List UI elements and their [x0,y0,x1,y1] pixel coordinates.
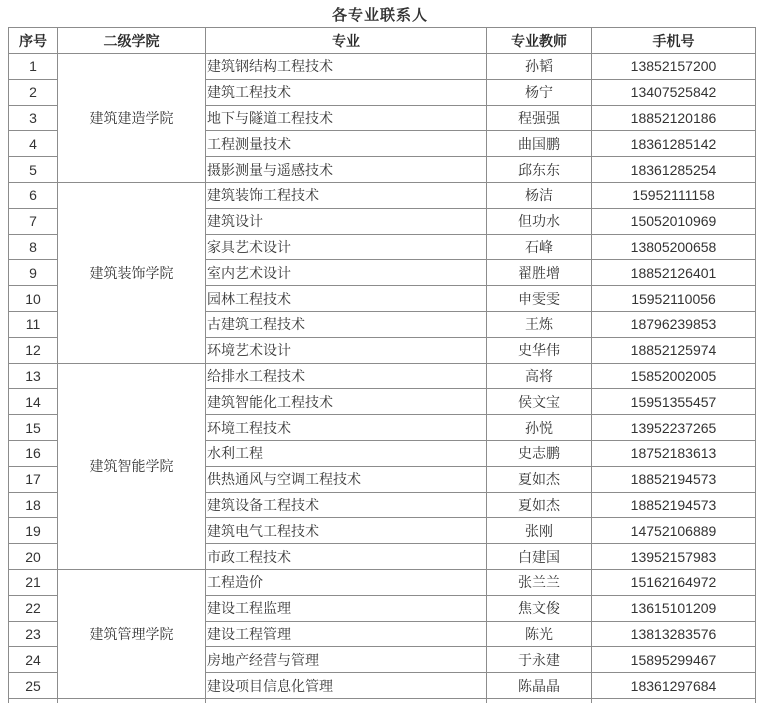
cell-seq: 1 [9,54,58,80]
cell-major: 古建筑工程技术 [206,311,487,337]
cell-seq: 22 [9,595,58,621]
cell-major: 建筑装饰工程技术 [206,182,487,208]
cell-teacher: 夏如杰 [487,466,592,492]
header-major: 专业 [206,28,487,54]
cell-major: 建设工程监理 [206,595,487,621]
cell-teacher: 杨洁 [487,182,592,208]
cell-teacher: 焦文俊 [487,595,592,621]
cell-phone: 18361297684 [592,673,756,699]
cell-teacher: 杨宁 [487,79,592,105]
cell-seq: 3 [9,105,58,131]
cell-major: 工程造价 [206,569,487,595]
cell-major: 房地产经营与管理 [206,647,487,673]
cell-empty [487,698,592,703]
cell-major: 家具艺术设计 [206,234,487,260]
cell-teacher: 于永建 [487,647,592,673]
cell-phone: 14752106889 [592,518,756,544]
cell-major: 建筑智能化工程技术 [206,389,487,415]
page-title: 各专业联系人 [331,7,428,24]
table-row [9,363,756,389]
cell-major: 室内艺术设计 [206,260,487,286]
cell-seq: 6 [9,182,58,208]
cell-teacher: 史志鹏 [487,440,592,466]
cell-seq: 23 [9,621,58,647]
header-row [9,28,756,54]
cell-major: 环境工程技术 [206,415,487,441]
cell-phone: 18852125974 [592,337,756,363]
cell-teacher: 程强强 [487,105,592,131]
cell-teacher: 孙悦 [487,415,592,441]
cell-phone: 15952110056 [592,286,756,312]
cell-empty [592,698,756,703]
cell-college: 建筑智能学院 [58,363,206,569]
cell-seq: 16 [9,440,58,466]
cell-major: 市政工程技术 [206,544,487,570]
cell-teacher: 申雯雯 [487,286,592,312]
cell-teacher: 高将 [487,363,592,389]
cell-seq: 15 [9,415,58,441]
cell-phone: 13852157200 [592,54,756,80]
cell-phone: 18852126401 [592,260,756,286]
cell-seq: 21 [9,569,58,595]
cell-phone: 18852120186 [592,105,756,131]
cell-teacher: 王炼 [487,311,592,337]
cell-major: 工程测量技术 [206,131,487,157]
cell-phone: 13615101209 [592,595,756,621]
cell-college: 建筑管理学院 [58,569,206,698]
cell-phone: 15951355457 [592,389,756,415]
cell-major: 建筑设备工程技术 [206,492,487,518]
cell-seq: 24 [9,647,58,673]
cell-seq: 19 [9,518,58,544]
cell-teacher: 翟胜增 [487,260,592,286]
cell-teacher: 但功水 [487,208,592,234]
table-row [9,569,756,595]
cell-seq: 25 [9,673,58,699]
cell-seq: 5 [9,157,58,183]
cell-major: 建设项目信息化管理 [206,673,487,699]
cell-major: 水利工程 [206,440,487,466]
cell-phone: 18852194573 [592,466,756,492]
cell-major: 供热通风与空调工程技术 [206,466,487,492]
cell-teacher: 张刚 [487,518,592,544]
partial-row [9,698,756,703]
cell-college: 建筑装饰学院 [58,182,206,363]
cell-phone: 18752183613 [592,440,756,466]
cell-empty [9,698,58,703]
cell-phone: 15162164972 [592,569,756,595]
cell-phone: 15895299467 [592,647,756,673]
cell-major: 建筑设计 [206,208,487,234]
cell-seq: 17 [9,466,58,492]
cell-seq: 10 [9,286,58,312]
header-phone: 手机号 [592,28,756,54]
header-teacher: 专业教师 [487,28,592,54]
table-row [9,182,756,208]
cell-teacher: 孙韬 [487,54,592,80]
cell-major: 环境艺术设计 [206,337,487,363]
cell-phone: 18361285142 [592,131,756,157]
cell-college: 建筑建造学院 [58,54,206,183]
cell-phone: 15952111158 [592,182,756,208]
cell-seq: 14 [9,389,58,415]
cell-seq: 7 [9,208,58,234]
cell-phone: 18852194573 [592,492,756,518]
cell-seq: 9 [9,260,58,286]
cell-major: 给排水工程技术 [206,363,487,389]
cell-teacher: 侯文宝 [487,389,592,415]
cell-teacher: 石峰 [487,234,592,260]
cell-teacher: 史华伟 [487,337,592,363]
cell-empty [206,698,487,703]
cell-seq: 13 [9,363,58,389]
cell-phone: 13407525842 [592,79,756,105]
cell-teacher: 夏如杰 [487,492,592,518]
cell-major: 摄影测量与遥感技术 [206,157,487,183]
cell-teacher: 张兰兰 [487,569,592,595]
cell-major: 建筑电气工程技术 [206,518,487,544]
cell-phone: 15052010969 [592,208,756,234]
cell-seq: 18 [9,492,58,518]
cell-major: 建筑钢结构工程技术 [206,54,487,80]
cell-major: 建筑工程技术 [206,79,487,105]
contacts-table [8,27,756,703]
cell-phone: 18796239853 [592,311,756,337]
cell-seq: 20 [9,544,58,570]
cell-seq: 2 [9,79,58,105]
cell-seq: 8 [9,234,58,260]
table-row [9,54,756,80]
cell-teacher: 白建国 [487,544,592,570]
cell-phone: 13813283576 [592,621,756,647]
cell-major: 建设工程管理 [206,621,487,647]
cell-phone: 13952157983 [592,544,756,570]
cell-teacher: 邱东东 [487,157,592,183]
header-seq: 序号 [9,28,58,54]
cell-phone: 18361285254 [592,157,756,183]
header-college: 二级学院 [58,28,206,54]
cell-empty [58,698,206,703]
cell-teacher: 曲国鹏 [487,131,592,157]
cell-major: 园林工程技术 [206,286,487,312]
cell-phone: 13805200658 [592,234,756,260]
cell-major: 地下与隧道工程技术 [206,105,487,131]
cell-seq: 4 [9,131,58,157]
cell-seq: 11 [9,311,58,337]
cell-phone: 13952237265 [592,415,756,441]
cell-seq: 12 [9,337,58,363]
cell-teacher: 陈晶晶 [487,673,592,699]
cell-phone: 15852002005 [592,363,756,389]
cell-teacher: 陈光 [487,621,592,647]
